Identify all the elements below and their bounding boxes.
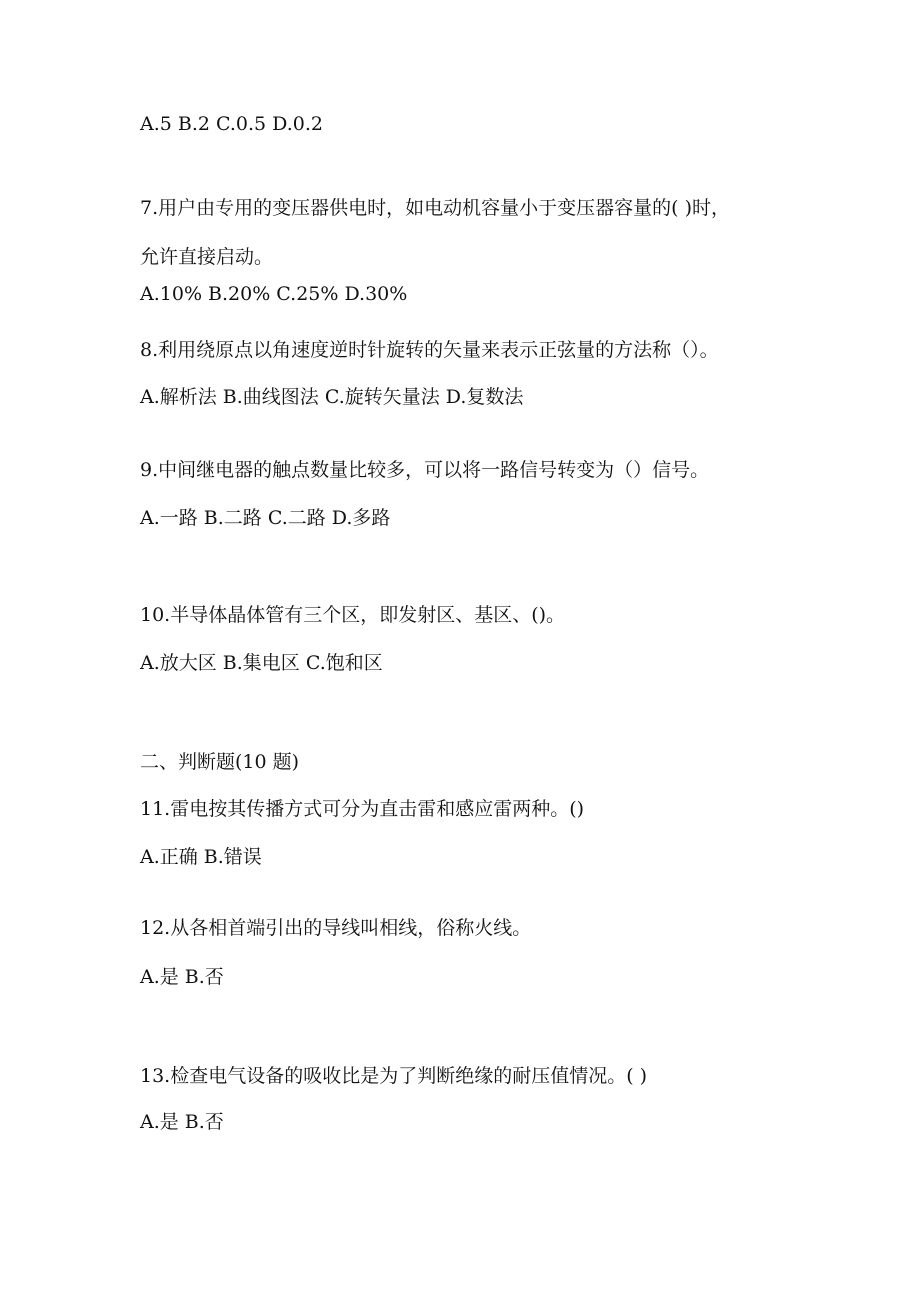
q6-options: A.5 B.2 C.0.5 D.0.2 — [140, 113, 323, 135]
q10-options: A.放大区 B.集电区 C.饱和区 — [140, 652, 383, 674]
section-heading: 二、判断题(10 题) — [140, 751, 300, 773]
q13-question: 13.检查电气设备的吸收比是为了判断绝缘的耐压值情况。( ) — [140, 1065, 648, 1087]
q7-options: A.10% B.20% C.25% D.30% — [140, 283, 408, 305]
q7-question-continued: 允许直接启动。 — [140, 246, 274, 268]
q13-options: A.是 B.否 — [140, 1111, 224, 1133]
q8-options: A.解析法 B.曲线图法 C.旋转矢量法 D.复数法 — [140, 386, 524, 408]
q12-question: 12.从各相首端引出的导线叫相线，俗称火线。 — [140, 917, 532, 939]
q12-options: A.是 B.否 — [140, 966, 224, 988]
q10-question: 10.半导体晶体管有三个区，即发射区、基区、()。 — [140, 604, 566, 626]
q8-question: 8.利用绕原点以角速度逆时针旋转的矢量来表示正弦量的方法称（）。 — [140, 339, 719, 361]
q11-options: A.正确 B.错误 — [140, 846, 262, 868]
q9-question: 9.中间继电器的触点数量比较多，可以将一路信号转变为（）信号。 — [140, 459, 710, 481]
q9-options: A.一路 B.二路 C.二路 D.多路 — [140, 507, 391, 529]
q11-question: 11.雷电按其传播方式可分为直击雷和感应雷两种。() — [140, 798, 585, 820]
q7-question: 7.用户由专用的变压器供电时，如电动机容量小于变压器容量的( )时， — [140, 197, 730, 219]
